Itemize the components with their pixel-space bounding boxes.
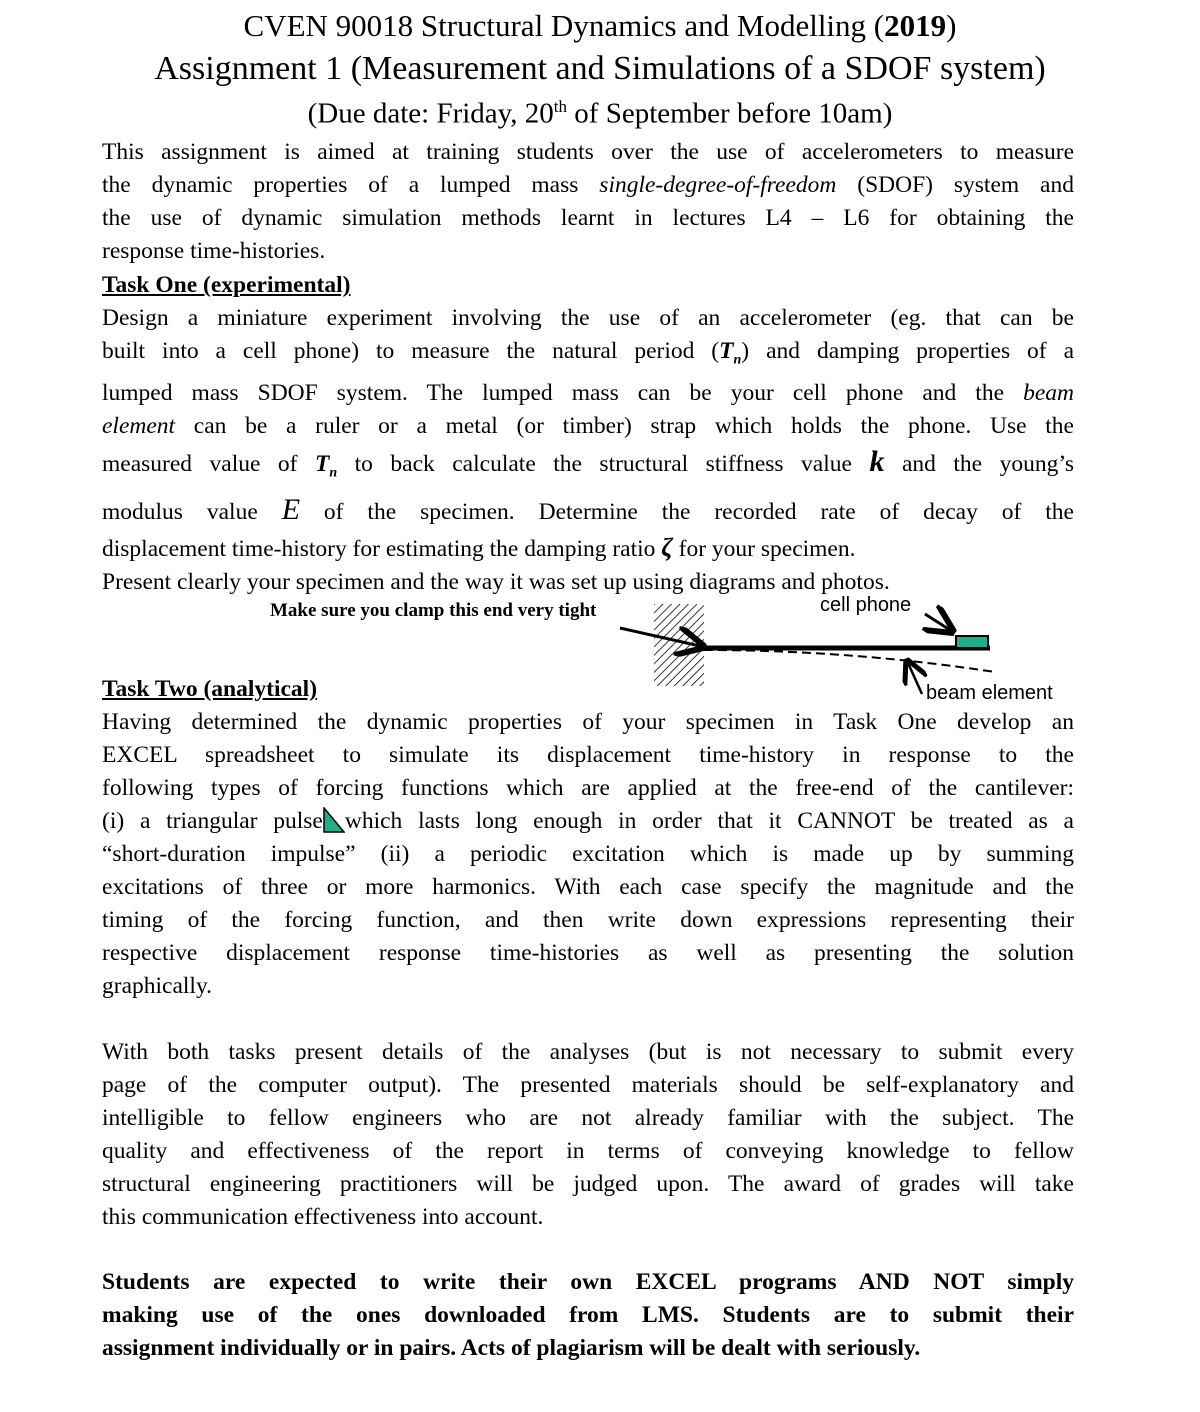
symbol-e: E <box>281 493 301 527</box>
symbol-t: T <box>719 338 734 364</box>
symbol-tn <box>719 338 742 368</box>
both-tasks-line: intelligible to fellow engineers who are not already familiar with the subject. The <box>102 1105 1074 1131</box>
course-title-close: ) <box>946 8 957 43</box>
both-tasks-line: With both tasks present details of the analyses (but is not necessary to submit every <box>102 1039 1074 1065</box>
both-tasks-line: quality and effectiveness of the report in terms of conveying knowledge to fellow <box>102 1138 1074 1164</box>
task-one-text: modulus value <box>102 499 282 526</box>
symbol-tn <box>314 450 338 481</box>
task-one-text: ) and damping properties of a <box>741 338 1075 364</box>
task-two-line: excitations of three or more harmonics. With each case specify the magnitude and the <box>102 874 1074 900</box>
beam-element-label: beam element <box>926 682 1053 704</box>
assignment-title: Assignment 1 (Measurement and Simulations of a SDOF system) <box>154 50 1046 87</box>
task-one-text: displacement time-history for estimating the damping ratio <box>102 536 662 563</box>
symbol-k: k <box>869 444 885 478</box>
task-two-text: (i) a triangular pulse <box>102 808 323 834</box>
symbol-zeta: ζ <box>661 533 673 563</box>
task-two-line: timing of the forcing function, and then write down expressions representing their <box>102 907 1074 933</box>
intro-line: response time-histories. <box>102 238 326 264</box>
intro-line <box>102 169 1074 202</box>
cantilever-diagram <box>600 590 1080 710</box>
course-title-text: CVEN 90018 Structural Dynamics and Modelling ( <box>243 8 885 43</box>
task-one-text: built into a cell phone) to measure the natural period ( <box>102 338 720 364</box>
task-two-paragraph <box>102 706 1074 1003</box>
both-tasks-line: structural engineering practitioners will be judged upon. The award of grades will take <box>102 1171 1074 1197</box>
task-one-line: Present clearly your specimen and the way it was set up using diagrams and photos. <box>102 569 890 596</box>
beam-arrow <box>908 663 922 694</box>
task-one-line: Design a miniature experiment involving the use of an accelerometer (eg. that can be <box>102 305 1074 331</box>
task-one-text: can be a ruler or a metal (or timber) strap which holds the phone. Use the <box>175 412 1074 439</box>
task-one-paragraph <box>102 302 1074 599</box>
task-one-line <box>102 531 1074 566</box>
task-one-line <box>102 335 1074 377</box>
intro-paragraph <box>102 136 1074 268</box>
due-date-text: (Due date: Friday, 20 <box>307 97 554 130</box>
intro-text: the dynamic properties of a lumped mass <box>102 172 600 198</box>
task-one-line <box>102 443 1074 492</box>
notice-line: assignment individually or in pairs. Acts of plagiarism will be dealt with seriously. <box>102 1335 921 1361</box>
due-date <box>0 90 1200 131</box>
task-two-line: respective displacement response time-histories as well as presenting the solution <box>102 940 1074 966</box>
task-one-italic: element <box>102 412 176 439</box>
task-two-heading: Task Two (analytical) <box>102 676 318 702</box>
both-tasks-paragraph <box>102 1036 1074 1234</box>
both-tasks-line: this communication effectiveness into account. <box>102 1204 544 1230</box>
symbol-n: n <box>329 465 338 481</box>
both-tasks-line: page of the computer output). The presented materials should be self-explanatory and <box>102 1072 1074 1098</box>
task-two-line: graphically. <box>102 973 213 999</box>
task-one-text: measured value of <box>102 450 315 477</box>
intro-line: the use of dynamic simulation methods learnt in lectures L4 – L6 for obtaining the <box>102 205 1074 231</box>
task-one-text: to back calculate the structural stiffness value <box>337 450 870 477</box>
task-one-line <box>102 410 1074 443</box>
phone-arrow <box>925 614 950 630</box>
symbol-t: T <box>314 450 330 477</box>
task-two-line: “short-duration impulse” (ii) a periodic excitation which is made up by summing <box>102 841 1074 867</box>
intro-line: This assignment is aimed at training students over the use of accelerometers to measure <box>102 139 1074 165</box>
due-date-sup: th <box>553 97 568 116</box>
task-two-text: which lasts long enough in order that it CANNOT be treated as a <box>344 808 1074 834</box>
task-two-line: following types of forcing functions which are applied at the free-end of the cantilever: <box>102 775 1074 801</box>
task-one-text: for your specimen. <box>672 536 856 563</box>
task-two-line: Having determined the dynamic properties of your specimen in Task One develop an <box>102 709 1074 735</box>
cell-phone-mass <box>956 636 988 648</box>
plagiarism-notice <box>102 1266 1074 1365</box>
notice-line: Students are expected to write their own EXCEL programs AND NOT simply <box>102 1269 1074 1295</box>
due-date-tail: of September before 10am) <box>567 97 893 130</box>
intro-text: (SDOF) system and <box>836 172 1074 198</box>
symbol-n: n <box>733 352 742 368</box>
deflected-shape <box>704 650 995 672</box>
cell-phone-label: cell phone <box>820 594 912 616</box>
course-title <box>0 8 1200 44</box>
clamp-label: Make sure you clamp this end very tight <box>270 600 597 621</box>
task-one-italic: beam <box>1023 379 1074 406</box>
task-one-text: lumped mass SDOF system. The lumped mass can be your cell phone and the <box>102 379 1024 406</box>
intro-italic: single-degree-of-freedom <box>599 172 837 198</box>
task-one-text: and the young’s <box>884 450 1074 477</box>
task-one-heading: Task One (experimental) <box>102 272 351 298</box>
task-two-line <box>102 805 1074 838</box>
task-one-text: of the specimen. Determine the recorded rate of decay of the <box>300 499 1074 526</box>
course-year: 2019 <box>884 8 947 43</box>
notice-line: making use of the ones downloaded from LMS. Students are to submit their <box>102 1302 1074 1328</box>
task-two-line: EXCEL spreadsheet to simulate its displacement time-history in response to the <box>102 742 1074 768</box>
triangular-pulse-icon <box>323 807 345 833</box>
task-one-line <box>102 377 1074 410</box>
task-one-line <box>102 491 1074 531</box>
